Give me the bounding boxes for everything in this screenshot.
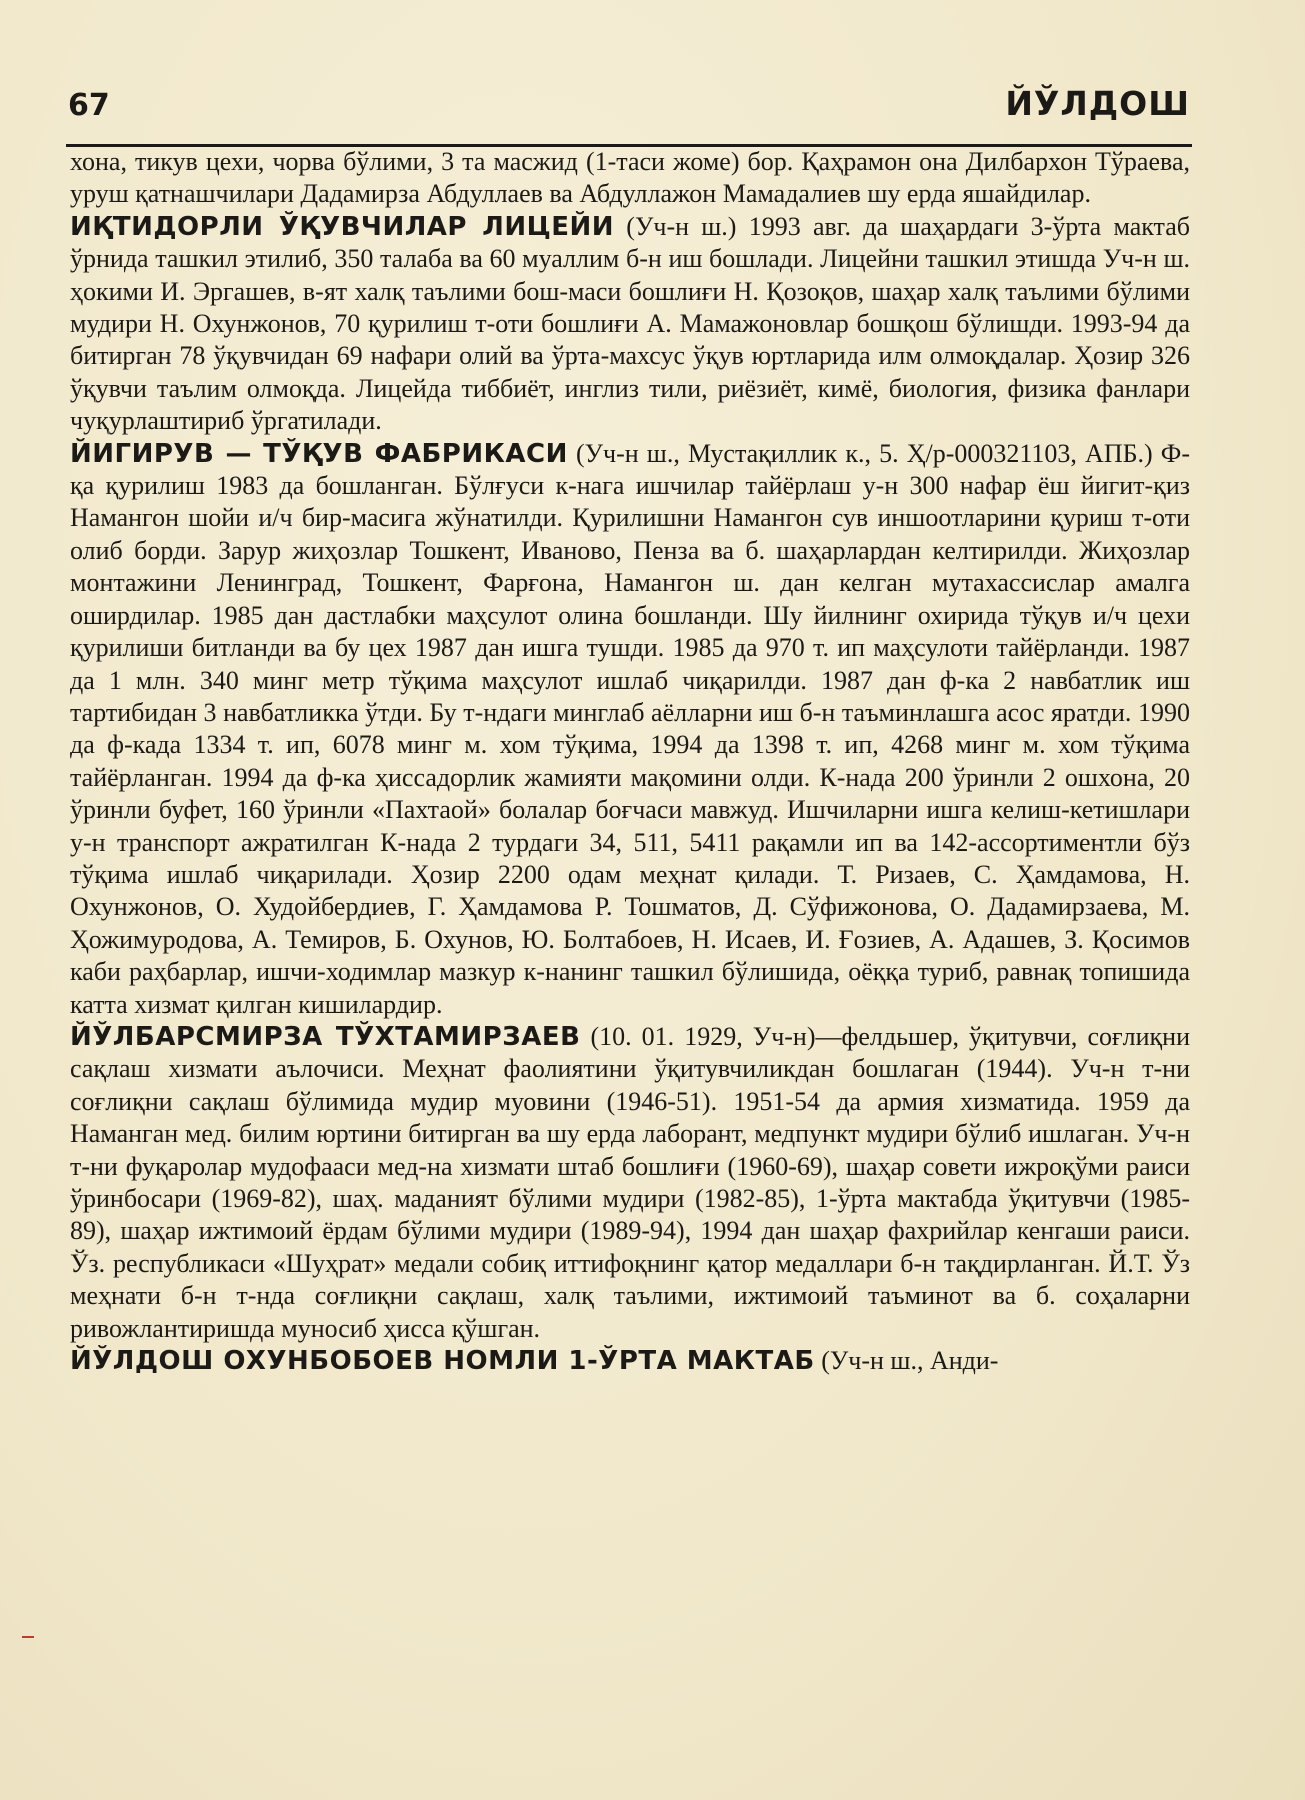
- entry-spinning-factory: [70, 438, 1190, 1021]
- entry-school: [70, 1345, 1190, 1377]
- margin-mark: [22, 1636, 34, 1638]
- entry-headword: ИҚТИДОРЛИ ЎҚУВЧИЛАР ЛИЦЕЙИ: [70, 211, 615, 242]
- entry-body: (Уч-н ш., Мустақиллик к., 5. Ҳ/р-000321103, АПБ.) Ф-қа қурилиш 1983 да бошланган. Бўлғуси к-нага ишчилар тайёрлаш у-н 300 нафар ёш йигит-қиз Намангон шойи и/ч бир-масига жўнатилди. Қурилишни Намангон сув иншоотларини қуриш т-оти олиб борди. Зарур жиҳозлар Тошкент, Иваново, Пенза ва б. шаҳарлардан келтирилди. Жиҳозлар монтажини Ленинград, Тошкент, Фарғона, Намангон ш. дан келган мутахассислар амалга оширдилар. 1985 дан дастлабки маҳсулот олина бошланди. Шу йилнинг охирида тўқув и/ч цехи қурилиши битланди ва бу цех 1987 дан ишга тушди. 1985 да 970 т. ип маҳсулоти тайёрланди. 1987 да 1 млн. 340 минг метр тўқима маҳсулот ишлаб чиқарилди. 1987 дан ф-ка 2 навбатлик иш тартибидан 3 навбатликка ўтди. Бу т-ндаги минглаб аёлларни иш б-н таъминлашга асос яратди. 1990 да ф-када 1334 т. ип, 6078 минг м. хом тўқима, 1994 да 1398 т. ип, 4268 минг м. хом тўқима тайёрланган. 1994 да ф-ка ҳиссадорлик жамияти мақомини олди. К-нада 200 ўринли 2 ошхона, 20 ўринли буфет, 160 ўринли «Пахтаой» болалар боғчаси мавжуд. Ишчиларни ишга келиш-кетишлари у-н транспорт ажратилган К-нада 2 турдаги 34, 511, 5411 рақамли ип ва 142-ассортиментли бўз тўқима ишлаб чиқарилади. Ҳозир 2200 одам меҳнат қилади. Т. Ризаев, С. Ҳамдамова, Н. Охунжонов, О. Худойбердиев, Г. Ҳамдамова Р. Тошматов, Д. Сўфижонова, О. Дадамирзаева, М. Ҳожимуродова, А. Темиров, Б. Охунов, Ю. Болтабоев, Н. Исаев, И. Ғозиев, А. Адашев, З. Қосимов каби раҳбарлар, ишчи-ходимлар мазкур к-нанинг ташкил бўлишида, оёққа туриб, равнақ топишида катта хизмат қилган кишилардир.: [70, 438, 1191, 1019]
- entry-body: (Уч-н ш.) 1993 авг. да шаҳардаги 3-ўрта мактаб ўрнида ташкил этилиб, 350 талаба ва 60 муаллим б-н иш бошлади. Лицейни ташкил этишда Уч-н ш. ҳокими И. Эргашев, в-ят халқ таълими бош-маси бошлиғи Н. Қозоқов, шаҳар халқ таълими бўлими мудири Н. Охунжонов, 70 қурилиш т-оти бошлиғи А. Мамажоновлар бошқош бўлишди. 1993-94 да битирган 78 ўқувчидан 69 нафари олий ва ўрта-махсус ўқув юртларида илм олмоқдалар. Ҳозир 326 ўқувчи таълим олмоқда. Лицейда тиббиёт, инглиз тили, риёзиёт, кимё, биология, физика фанлари чуқурлаштириб ўргатилади.: [70, 211, 1190, 436]
- entry-body: хона, тикув цехи, чорва бўлими, 3 та масжид (1-таси жоме) бор. Қаҳрамон она Дилбархон Тўраева, уруш қатнашчилари Дадамирза Абдуллаев ва Абдуллажон Мамадалиев шу ерда яшайдилар.: [70, 147, 1190, 209]
- dictionary-entries: [70, 146, 1190, 1377]
- entry-headword: ЙЎЛБАРСМИРЗА ТЎХТАМИРЗАЕВ: [70, 1021, 581, 1052]
- entry-continuation: [70, 146, 1190, 211]
- page-header: [68, 84, 1190, 140]
- running-head: ЙЎЛДОШ: [1005, 84, 1190, 123]
- entry-headword: ЙИГИРУВ — ТЎҚУВ ФАБРИКАСИ: [70, 438, 568, 469]
- entry-body: (Уч-н ш., Анди-: [814, 1346, 999, 1376]
- entry-person: [70, 1021, 1190, 1345]
- page-number: 67: [68, 88, 110, 123]
- entry-lyceum: [70, 211, 1190, 438]
- entry-body: (10. 01. 1929, Уч-н)—фелдьшер, ўқитувчи, соғлиқни сақлаш хизмати аълочиси. Меҳнат фаолиятини ўқитувчиликдан бошлаган (1944). Уч-н т-ни соғлиқни сақлаш бўлимида мудир муовини (1946-51). 1951-54 да армия хизматида. 1959 да Наманган мед. билим юртини битирган ва шу ерда лаборант, медпункт мудири бўлиб ишлаган. Уч-н т-ни фуқаролар мудофааси мед-на хизмати штаб бошлиғи (1960-69), шаҳар совети ижроқўми раиси ўринбосари (1969-82), шаҳ. маданият бўлими мудири (1982-85), 1-ўрта мактабда ўқитувчи (1985-89), шаҳар ижтимоий ёрдам бўлими мудири (1989-94), 1994 дан шаҳар фахрийлар кенгаши раиси. Ўз. республикаси «Шуҳрат» медали собиқ иттифоқнинг қатор медаллари б-н тақдирланган. Й.Т. Ўз меҳнати б-н т-нда соғлиқни сақлаш, халқ таълими, ижтимоий таъминот ва б. соҳаларни ривожлантиришда муносиб ҳисса қўшган.: [70, 1021, 1191, 1343]
- entry-headword: ЙЎЛДОШ ОХУНБОБОЕВ НОМЛИ 1-ЎРТА МАКТАБ: [70, 1346, 815, 1377]
